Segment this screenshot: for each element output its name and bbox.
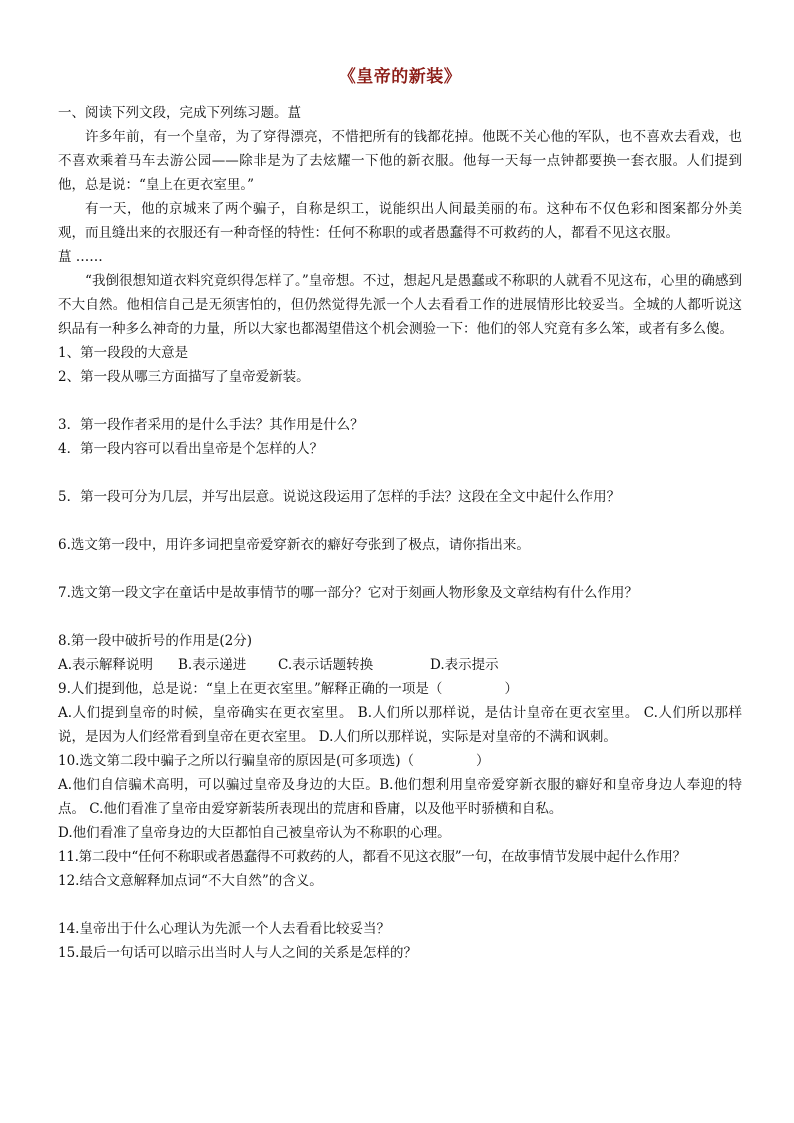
option-b: B.表示递进 (178, 657, 247, 673)
question-3: 3．第一段作者采用的是什么手法？其作用是什么？ (58, 417, 364, 433)
page-title: 《皇帝的新装》 (338, 67, 462, 87)
question-1: 1、第一段段的大意是 (58, 345, 189, 361)
question-10: 10.选文第二段中骗子之所以行骗皇帝的原因是(可多项选)（ ） (58, 753, 490, 769)
question-7: 7.选文第一段文字在童话中是故事情节的哪一部分？它对于刻画人物形象及文章结构有什么作用？ (58, 585, 638, 601)
question-2: 2、第一段从哪三方面描写了皇帝爱新装。 (58, 369, 310, 385)
question-5: 5．第一段可分为几层，并写出层意。说说这段运用了怎样的手法？这段在全文中起什么作用？ (58, 489, 621, 505)
answer-space (58, 893, 742, 917)
question-12: 12.结合文意解释加点词“不大自然”的含义。 (58, 873, 323, 889)
question-8: 8.第一段中破折号的作用是(2分) (58, 633, 253, 649)
passage-paragraph-3: “我倒很想知道衣料究竟织得怎样了。”皇帝想。不过，想起凡是愚蠢或不称职的人就看不见这布，心里的确感到不大自然。他相信自己是无须害怕的，但仍然觉得先派一个人去看看工作的进展情形比较妥当。全城的人都听说这织品有一种多么神奇的力量，所以大家也都渴望借这个机会测验一下：他们的邻人究竟有多么笨，或者有多么傻。 (58, 273, 742, 337)
question-9: 9.人们提到他，总是说：“皇上在更衣室里。”解释正确的一项是（ ） (58, 681, 518, 697)
answer-space (58, 509, 742, 533)
answer-space (58, 557, 742, 581)
section-heading: 一、阅读下列文段，完成下列练习题。蒀 (58, 105, 301, 121)
answer-space (58, 461, 742, 485)
question-9-options: A.人们提到皇帝的时候，皇帝确实在更衣室里。 B.人们所以那样说，是估计皇帝在更衣室里。 C.人们所以那样说，是因为人们经常看到皇帝在更衣室里。 D.人们所以那样说，实际是对皇帝的不满和讽刺。 (58, 705, 742, 745)
question-4: 4．第一段内容可以看出皇帝是个怎样的人？ (58, 441, 324, 457)
option-d: D.表示提示 (430, 657, 499, 673)
stray-mark: 蒀 (287, 105, 301, 121)
option-c: C.表示话题转换 (278, 657, 374, 673)
question-14: 14.皇帝出于什么心理认为先派一个人去看看比较妥当？ (58, 921, 390, 937)
answer-space (58, 605, 742, 629)
worksheet-page (58, 62, 742, 965)
passage-paragraph-2: 有一天，他的京城来了两个骗子，自称是织工，说能织出人间最美丽的布。这种布不仅色彩和图案都分外美观，而且缝出来的衣服还有一种奇怪的特性：任何不称职的或者愚蠢得不可救药的人，都看不见这衣服。 (58, 201, 742, 241)
question-10-option-d: D.他们看准了皇帝身边的大臣都怕自己被皇帝认为不称职的心理。 (58, 825, 451, 841)
passage-paragraph-1: 许多年前，有一个皇帝，为了穿得漂亮，不惜把所有的钱都花掉。他既不关心他的军队，也不喜欢去看戏，也不喜欢乘着马车去游公园——除非是为了去炫耀一下他的新衣服。他每一天每一点钟都要换一套衣服。人们提到他，总是说：“皇上在更衣室里。” (58, 129, 742, 193)
answer-space (58, 389, 742, 413)
question-6: 6.选文第一段中，用许多词把皇帝爱穿新衣的癖好夸张到了极点，请你指出来。 (58, 537, 530, 553)
question-11: 11.第二段中“任何不称职或者愚蠢得不可救药的人，都看不见这衣服”一句，在故事情节发展中起什么作用？ (58, 849, 686, 865)
option-a: A.表示解释说明 (58, 657, 154, 673)
question-8-options (58, 653, 742, 677)
question-10-options: A.他们自信骗术高明，可以骗过皇帝及身边的大臣。B.他们想利用皇帝爱穿新衣服的癖好和皇帝身边人奉迎的特点。 C.他们看准了皇帝由爱穿新装所表现出的荒唐和昏庸，以及他平时骄横和自私。 (58, 777, 742, 817)
question-15: 15.最后一句话可以暗示出当时人与人之间的关系是怎样的？ (58, 945, 417, 961)
passage-ellipsis: 蒀 …… (58, 249, 103, 265)
